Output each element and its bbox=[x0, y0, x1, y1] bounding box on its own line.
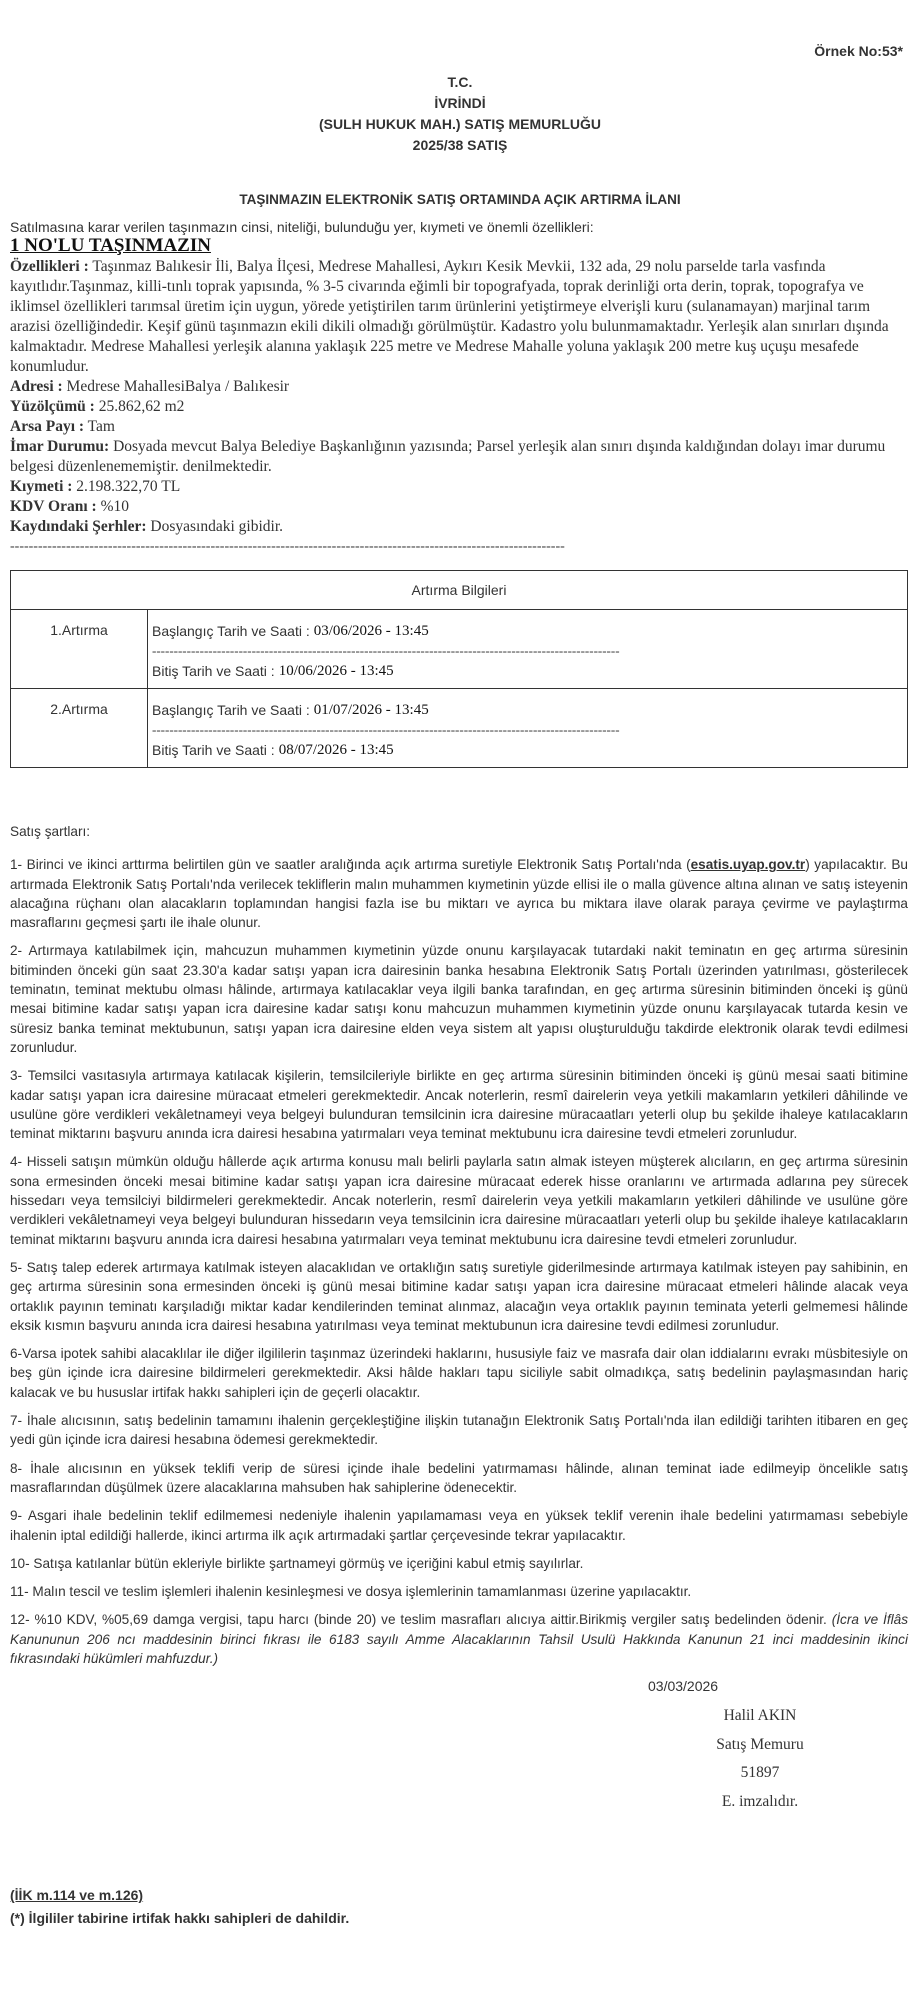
term-1-text-a: 1- Birinci ve ikinci arttırma belirtilen gün ve saatler aralığında açık artırma suretiyle Elektronik Satış Portalı'nda ( bbox=[10, 857, 691, 873]
signer-title: Satış Memuru bbox=[716, 1735, 804, 1753]
property-features bbox=[10, 257, 905, 377]
signature-note: E. imzalıdır. bbox=[721, 1792, 799, 1810]
share-label: Arsa Payı : bbox=[10, 418, 85, 435]
start-value: 03/06/2026 - 13:45 bbox=[313, 622, 429, 639]
term-2: 2- Artırmaya katılabilmek için, mahcuzun muhammen kıymetinin yüzde onunu karşılayacak tutardaki nakit teminatın en geç artırma süresinin bitiminden önceki gün saat 23.30'a kadar satışı yapan icra dairesinin banka hesabına Elektronik Satış Portalı üzerinden yatırılması, gösterilecek teminatın, teminat mektubu olması hâlinde, artırmaya katılacaklar veya ilgili banka tarafından, en geç artırma süresinin bitiminden önceki iş günü mesai bitimine kadar satışı yapan icra dairesine kadar satışı konu mahcuzun muhammen kıymetinin yüzde onunu karşılayacak tutarda kesin ve süresiz banka teminat mektubunun, satışı yapan icra dairesine elden veya sistem alt yapısı oluşturulduğu takdirde elektronik olarak tevdi edilmesi zorunludur. bbox=[10, 943, 908, 1055]
signature-block bbox=[660, 1702, 860, 1816]
esatis-portal-link[interactable]: esatis.uyap.gov.tr bbox=[690, 857, 806, 873]
zoning-label: İmar Durumu: bbox=[10, 438, 110, 455]
vat-value: %10 bbox=[100, 498, 129, 515]
features-text: Taşınmaz Balıkesir İli, Balya İlçesi, Medrese Mahallesi, Aykırı Kesik Mevkii, 132 ada, 29 nolu parselde tarla vasfında kayıtlıdır.Taşınmaz, killi-tınlı toprak yapısında, % 3-5 civarında eğimli bir topografyada, toprak derinliği orta derin, toprak, topografya ve iklimsel özellikleri tarımsal üretim için uygun, yörede yetiştirilen tarım ürünlerini yetiştirmeye elverişli kuru (sulanamayan) marjinal tarım arazisi özelliğindedir. Keşif günü taşınmazın ekili dikili olmadığı görülmüştür. Kadastro yolu bulunmamaktadır. Yerleşik alan sınırları dışında kalmaktadır. Medrese Mahallesi yerleşik alanına yaklaşık 225 metre ve Medrese Mahalle yoluna yaklaşık 200 metre kuş uçuşu mesafede konumludur. bbox=[10, 258, 889, 375]
round-info bbox=[148, 610, 908, 689]
property-annotations bbox=[10, 517, 905, 537]
auction-table bbox=[10, 570, 908, 768]
end-value: 08/07/2026 - 13:45 bbox=[278, 741, 394, 758]
start-label: Başlangıç Tarih ve Saati : bbox=[152, 702, 310, 718]
property-heading: 1 NO'LU TAŞINMAZIN bbox=[10, 235, 211, 256]
intro-text: Satılmasına karar verilen taşınmazın cinsi, niteliği, bulunduğu yer, kıymeti ve önemli özellikleri: bbox=[10, 219, 594, 235]
address-label: Adresi : bbox=[10, 378, 63, 395]
term-12 bbox=[10, 1610, 908, 1668]
annotations-label: Kaydındaki Şerhler: bbox=[10, 518, 147, 535]
end-label: Bitiş Tarih ve Saati : bbox=[152, 742, 275, 758]
footer-note: (*) İlgililer tabirine irtifak hakkı sahipleri de dahildir. bbox=[10, 1910, 350, 1926]
auction-table-title: Artırma Bilgileri bbox=[11, 571, 908, 610]
end-label: Bitiş Tarih ve Saati : bbox=[152, 663, 275, 679]
round-separator: ------------------------------------------------------------------------------------------------------------ bbox=[152, 725, 620, 735]
address-value: Medrese MahallesiBalya / Balıkesir bbox=[66, 378, 290, 395]
term-4: 4- Hisseli satışın mümkün olduğu hâllerde açık artırma konusu malı belirli paylarla satın almak isteyen müşterek alıcıların, en geç artırma süresinin sona ermesinden önceki mesai bitimine kadar satışı yapan icra dairesine müracaat ederek hisse oranlarını ve artırmada adlarına pey sürecek hissedarı veya temsilciyi bildirmeleri gerekmektedir. Ancak noterlerin, resmî dairelerin veya yetkili makamların yetkileri dâhilinde ve usulüne göre verdikleri vekâletnameyi veya belgeyi bulunduran hissedarın veya temsilcinin icra dairesine müracaatları yeterli olup bu şekilde ihaleye katılacakların teminat miktarını başvuru anında icra dairesi hesabına yatırmaları veya teminat mektubunu icra dairesine tevdi etmeleri zorunludur. bbox=[10, 1154, 908, 1247]
term-6: 6-Varsa ipotek sahibi alacaklılar ile diğer ilgililerin taşınmaz üzerindeki haklarını, hususiyle faiz ve masrafa dair olan iddialarını evrakı müsbitesiyle on beş gün içinde icra dairesine bildirmeleri gerekmektedir. Aksi hâlde hakları tapu siciliyle sabit olmadıkça, satış bedelinin paylaşmasından hariç kalacak ve bu hususlar irtifak hakkı sahipleri için de geçerli olacaktır. bbox=[10, 1346, 908, 1400]
term-1-text-b: ) yapılacaktır. Bu artırmada Elektronik Satış Portalı'nda verilecek tekliflerin malın muhammen kıymetinin yüzde ellisi ile o malla güvence altına alınan ve satış isteyenin alacağına rüçhanı olan alacakların toplamından hangisi fazla ise bu miktarı ve ayrıca bu miktara ilave olarak paraya çevirme ve paylaştırma masraflarını geçmesi şartı ile ihale olunur. bbox=[10, 857, 908, 931]
auction-round-row bbox=[11, 610, 908, 689]
round-info bbox=[148, 689, 908, 768]
share-value: Tam bbox=[87, 418, 115, 435]
law-reference: (İİK m.114 ve m.126) bbox=[10, 1887, 144, 1903]
property-value bbox=[10, 477, 905, 497]
signer-name: Halil AKIN bbox=[723, 1707, 797, 1724]
sale-terms bbox=[10, 822, 908, 1677]
value-label: Kıymeti : bbox=[10, 478, 73, 495]
vat-label: KDV Oranı : bbox=[10, 498, 97, 515]
value-amount: 2.198.322,70 TL bbox=[76, 478, 181, 495]
area-label: Yüzölçümü : bbox=[10, 398, 95, 415]
round-label: 2.Artırma bbox=[11, 689, 148, 768]
property-zoning bbox=[10, 437, 905, 477]
terms-title: Satış şartları: bbox=[10, 824, 91, 839]
term-5: 5- Satış talep ederek artırmaya katılmak isteyen alacaklıdan ve ortaklığın satış suretiyle giderilmesinde artırmaya katılmak isteyen pay sahibinin, en geç artırma süresinin sona ermesinden önceki iş günü mesai bitimine kadar satışı yapan icra dairesine müracaat etmeleri hâlinde alacak veya ortaklık payının teminatı karşıladığı miktar kadar kendilerinden teminat alınmaz, alacağın veya ortaklık payının teminata yeterli gelmemesi hâlinde eksik kısmın başvuru anında icra dairesi hesabına yatırılması veya teminat mektubunun icra dairesine tevdi edilmesi zorunludur. bbox=[10, 1259, 908, 1333]
sample-number: Örnek No:53* bbox=[814, 43, 903, 59]
header-line-2: İVRİNDİ bbox=[434, 95, 486, 111]
term-3: 3- Temsilci vasıtasıyla artırmaya katılacak kişilerin, temsilcileriyle birlikte en geç artırma süresinin bitiminden önceki iş günü mesai saati bitimine kadar satışı yapan icra dairesine müracaat etmeleri gerekmektedir. Ancak noterlerin, resmî dairelerin veya yetkili makamların yetkileri dâhilinde ve usulüne göre verdikleri vekâletnameyi veya belgeyi bulunduran temsilcinin icra dairesine müracaatları yeterli olup bu şekilde ihaleye katılacakların teminat miktarını başvuru anında icra dairesi hesabına yatırmaları veya teminat mektubunu icra dairesine tevdi etmeleri zorunludur. bbox=[10, 1068, 908, 1142]
property-section bbox=[10, 234, 905, 557]
property-separator: ----------------------------------------------------------------------------------------------------------------------- bbox=[10, 539, 565, 554]
round-separator: ------------------------------------------------------------------------------------------------------------ bbox=[152, 646, 620, 656]
header-line-1: T.C. bbox=[447, 74, 473, 90]
start-value: 01/07/2026 - 13:45 bbox=[313, 701, 429, 718]
start-label: Başlangıç Tarih ve Saati : bbox=[152, 623, 310, 639]
term-8: 8- İhale alıcısının en yüksek teklifi verip de süresi içinde ihale bedelini yatırmaması hâlinde, alınan teminat iade edilmeyip öncelikle satış masraflarından düşülmek üzere alacaklarına mahsuben hak sahiplerine ödenecektir. bbox=[10, 1460, 908, 1495]
term-12-italic: (İcra ve İflâs Kanununun 206 ncı maddesinin birinci fıkrası ile 6183 sayılı Amme Alacaklarının Tahsil Usulü Hakkında Kanunun 21 inci maddesinin ikinci fıkrasındaki hükümleri mahfuzdur.) bbox=[10, 1612, 908, 1666]
end-value: 10/06/2026 - 13:45 bbox=[278, 662, 394, 679]
auction-round-row bbox=[11, 689, 908, 768]
signer-number: 51897 bbox=[740, 1764, 780, 1781]
announcement-title: TAŞINMAZIN ELEKTRONİK SATIŞ ORTAMINDA AÇIK ARTIRMA İLANI bbox=[239, 192, 681, 207]
term-12-text: 12- %10 KDV, %05,69 damga vergisi, tapu harcı (binde 20) ve teslim masrafları alıcıya aittir.Birikmiş vergiler satış bedelinden ödenir. bbox=[10, 1612, 832, 1628]
property-share bbox=[10, 417, 905, 437]
property-vat bbox=[10, 497, 905, 517]
document-date: 03/03/2026 bbox=[648, 1678, 719, 1694]
header-line-4: 2025/38 SATIŞ bbox=[412, 137, 508, 153]
header-line-3: (SULH HUKUK MAH.) SATIŞ MEMURLUĞU bbox=[318, 116, 602, 132]
features-label: Özellikleri : bbox=[10, 258, 89, 275]
annotations-value: Dosyasındaki gibidir. bbox=[150, 518, 283, 535]
term-1 bbox=[10, 855, 908, 932]
term-9: 9- Asgari ihale bedelinin teklif edilmemesi nedeniyle ihalenin yapılamaması veya en yüksek teklif verenin ihale bedelini yatırmaması sebebiyle ihalenin iptal edildiği hallerde, ikinci artırma ilk açık artırmadaki şartlar çerçevesinde tekrar yapılacaktır. bbox=[10, 1508, 908, 1543]
term-7: 7- İhale alıcısının, satış bedelinin tamamını ihalenin gerçekleştiğine ilişkin tutanağın Elektronik Satış Portalı'nda ilan edildiği tarihten itibaren en geç yedi gün içinde icra dairesi hesabına ödemesi gerekmektedir. bbox=[10, 1413, 908, 1448]
zoning-value: Dosyada mevcut Balya Belediye Başkanlığının yazısında; Parsel yerleşik alan sınırı dışında kaldığından dolayı imar durumu belgesi düzenlenememiştir. denilmektedir. bbox=[10, 438, 886, 475]
property-address bbox=[10, 377, 905, 397]
property-area bbox=[10, 397, 905, 417]
round-label: 1.Artırma bbox=[11, 610, 148, 689]
term-11: 11- Malın tescil ve teslim işlemleri ihalenin kesinleşmesi ve dosya işlemlerinin tamamlanması üzerine yapılacaktır. bbox=[10, 1584, 692, 1600]
document-header bbox=[0, 72, 920, 156]
area-value: 25.862,62 m2 bbox=[98, 398, 185, 415]
term-10: 10- Satışa katılanlar bütün ekleriyle birlikte şartnameyi görmüş ve içeriğini kabul etmiş sayılırlar. bbox=[10, 1555, 584, 1571]
